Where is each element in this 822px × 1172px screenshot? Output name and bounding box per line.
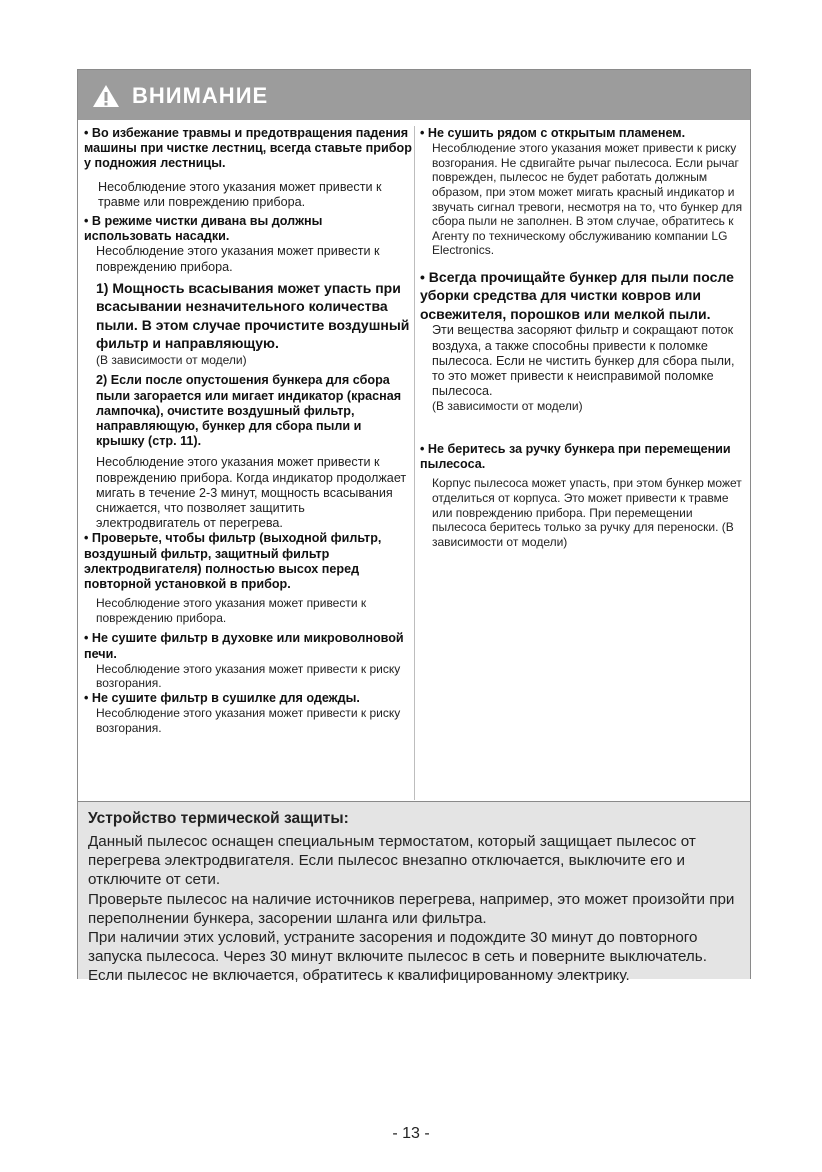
left-b3-title: 1) Мощность всасывания может упасть при всасывании незначительного количества пыли. В этом случае прочистите воздушный фильтр и направляющую. [96,279,410,352]
thermal-heading: Устройство термической защиты: [88,810,349,827]
left-b7-text: Несоблюдение этого указания может привести к риску возгорания. [96,706,401,735]
left-b7-title: • Не сушите фильтр в сушилке для одежды. [84,691,360,706]
left-b5-title: • Проверьте, чтобы фильтр (выходной фильтр, воздушный фильтр, защитный фильтр электродвигателя) полностью высох перед повторной установкой в прибор. [84,531,382,592]
left-b2-text: Несоблюдение этого указания может привести к повреждению прибора. [96,244,380,274]
right-b2-title: • Всегда прочищайте бункер для пыли после уборки средства для чистки ковров или освежителя, порошков или мелкой пыли. [420,268,734,322]
right-b1-text: Несоблюдение этого указания может привести к риску возгорания. Не сдвигайте рычаг пылесоса. Если рычаг поврежден, пылесос не будет работать должным образом, при этом может мигать красный индикатор и звучать сигнал тревоги, несмотря на то, что бункер для сбора пыли не заполнен. В этом случае, обратитесь к Агенту по техническому обслуживанию компании LG Electronics. [432,141,743,258]
left-b1-title: • Во избежание травмы и предотвращения падения машины при чистке лестниц, всегда ставьте прибор у подножия лестницы. [84,126,412,171]
right-b3-title: • Не беритесь за ручку бункера при перемещении пылесоса. [420,442,731,472]
left-b6-text: Несоблюдение этого указания может привести к риску возгорания. [96,661,401,691]
thermal-protection-section [78,801,750,985]
right-b2-note: (В зависимости от модели) [432,399,583,414]
thermal-paragraph-3: При наличии этих условий, устраните засорения и подождите 30 минут до повторного запуска пылесоса. Через 30 минут включите пылесос в сеть и поверните выключатель. [88,929,707,966]
left-b5-text: Несоблюдение этого указания может привести к повреждению прибора. [96,596,367,625]
warning-header [78,70,750,120]
column-divider [414,126,415,800]
right-b2-text: Эти вещества засоряют фильтр и сокращают поток воздуха, а также способны привести к поломке пылесоса. Если не чистить бункер для сбора пыли, то это может привести к неисправимой поломке пылесоса. [432,323,735,399]
left-b3-note: (В зависимости от модели) [96,352,247,367]
left-b2-title: • В режиме чистки дивана вы должны использовать насадки. [84,214,323,244]
thermal-paragraph-1: Данный пылесос оснащен специальным термостатом, который защищает пылесос от перегрева электродвигателя. Если пылесос внезапно отключается, выключите его и отключите от сети. [88,833,696,889]
thermal-paragraph-4: Если пылесос не включается, обратитесь к квалифицированному электрику. [88,967,630,985]
right-b3-text: Корпус пылесоса может упасть, при этом бункер может отделиться от корпуса. Это может привести к травме или повреждению прибора. При перемещении пылесоса беритесь только за ручку для переноски. (В зависимости от модели) [432,476,742,549]
left-b1-text: Несоблюдение этого указания может привести к травме или повреждению прибора. [98,179,382,209]
warning-frame [77,69,751,985]
left-b6-title: • Не сушите фильтр в духовке или микроволновой печи. [84,631,404,661]
left-b4-text: Несоблюдение этого указания может привести к повреждению прибора. Когда индикатор продолжает мигать в течение 2-3 минут, мощность всасывания снижается, что позволяет защитить электродвигатель от перегрева. [96,455,407,531]
page-number: - 13 - [392,1125,430,1142]
warning-title: ВНИМАНИЕ [132,83,269,108]
thermal-paragraph-2: Проверьте пылесос на наличие источников перегрева, например, это может произойти при переполнении бункера, засорении шланга или фильтра. [88,890,735,927]
right-b1-title: • Не сушить рядом с открытым пламенем. [420,126,686,140]
right-column [420,126,746,549]
left-b4-title: 2) Если после опустошения бункера для сбора пыли загорается или мигает индикатор (красная лампочка), очистите воздушный фильтр, направляющую, бункер для сбора пыли и крышку (стр. 11). [96,373,402,449]
warning-triangle-icon [92,84,120,108]
left-column [84,126,412,735]
